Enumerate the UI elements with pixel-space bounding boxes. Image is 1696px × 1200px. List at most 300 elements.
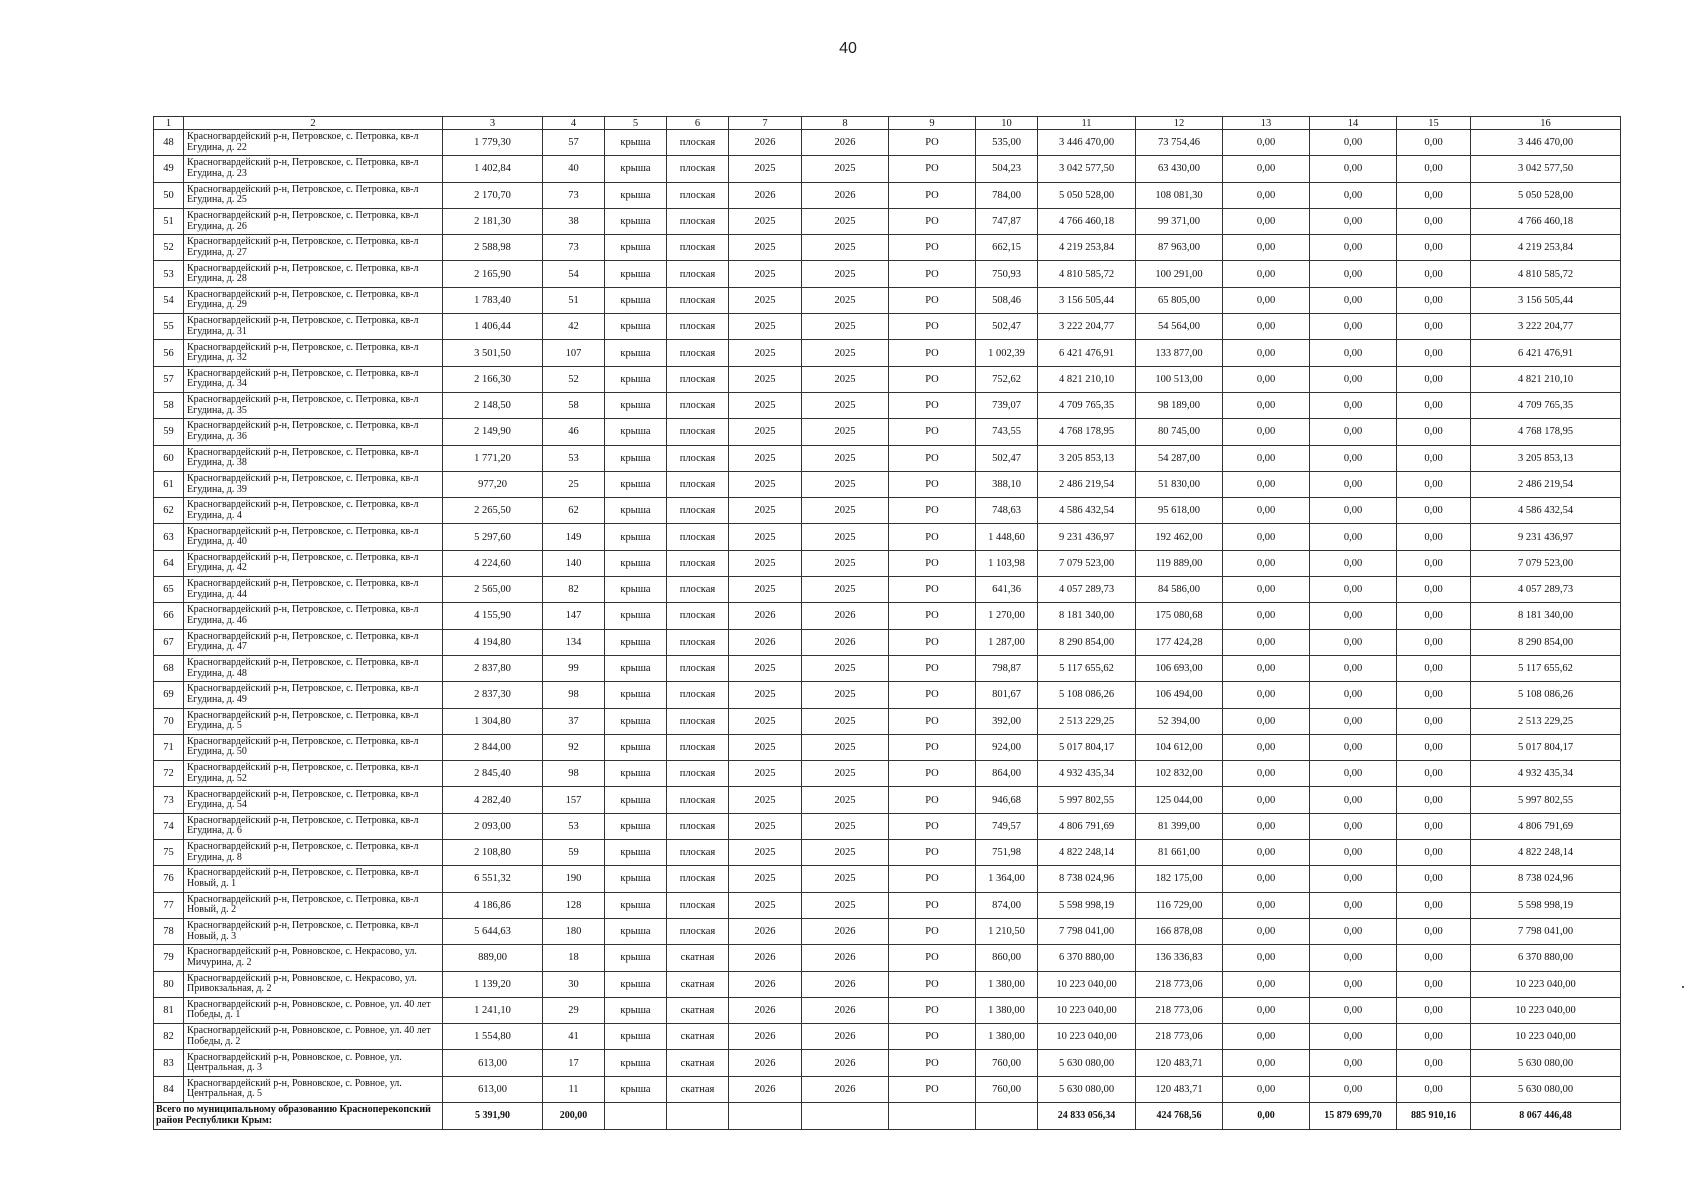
table-cell: 0,00	[1397, 603, 1471, 629]
total-label: Всего по муниципальному образованию Красноперекопский район Республики Крым:	[154, 1102, 443, 1129]
table-cell: 30	[543, 971, 605, 997]
table-cell: 748,63	[976, 498, 1038, 524]
table-cell: 6 421 476,91	[1038, 340, 1136, 366]
table-cell: 0,00	[1310, 1076, 1397, 1102]
table-cell: 2026	[729, 971, 802, 997]
table-cell: плоская	[667, 682, 729, 708]
table-cell: 504,23	[976, 156, 1038, 182]
table-cell: 0,00	[1310, 577, 1397, 603]
table-cell: крыша	[605, 235, 667, 261]
table-cell: 0,00	[1223, 629, 1310, 655]
address-cell: Красногвардейский р-н, Петровское, с. Петровка, кв-л Егудина, д. 54	[184, 787, 443, 813]
table-cell: 2025	[729, 287, 802, 313]
address-cell: Красногвардейский р-н, Петровское, с. Петровка, кв-л Егудина, д. 36	[184, 419, 443, 445]
table-cell: 51 830,00	[1136, 471, 1223, 497]
table-cell: 0,00	[1397, 1050, 1471, 1076]
table-cell: 0,00	[1310, 261, 1397, 287]
column-header-9: 9	[889, 117, 976, 130]
table-row	[154, 445, 1621, 471]
table-cell: 0,00	[1397, 182, 1471, 208]
table-cell: 0,00	[1397, 761, 1471, 787]
table-cell: 864,00	[976, 761, 1038, 787]
table-cell: крыша	[605, 971, 667, 997]
table-cell: 0,00	[1223, 156, 1310, 182]
table-cell: 53	[154, 261, 184, 287]
table-row	[154, 734, 1621, 760]
table-cell: 0,00	[1223, 392, 1310, 418]
column-header-1: 1	[154, 117, 184, 130]
table-cell: 2025	[729, 682, 802, 708]
table-cell: 5 117 655,62	[1038, 655, 1136, 681]
table-cell: 613,00	[443, 1076, 543, 1102]
table-cell: 641,36	[976, 577, 1038, 603]
table-cell: 51	[543, 287, 605, 313]
table-cell: 87 963,00	[1136, 235, 1223, 261]
table-cell: 37	[543, 708, 605, 734]
table-cell: 58	[543, 392, 605, 418]
table-cell: скатная	[667, 1076, 729, 1102]
table-cell: 0,00	[1310, 471, 1397, 497]
address-cell: Красногвардейский р-н, Петровское, с. Петровка, кв-л Егудина, д. 49	[184, 682, 443, 708]
table-cell: 2025	[729, 235, 802, 261]
table-cell: 2025	[802, 445, 889, 471]
table-cell: 4 219 253,84	[1038, 235, 1136, 261]
table-cell: 80 745,00	[1136, 419, 1223, 445]
table-cell: 74	[154, 813, 184, 839]
table-cell: 2026	[729, 997, 802, 1023]
table-cell: 134	[543, 629, 605, 655]
table-cell: 1 554,80	[443, 1024, 543, 1050]
table-cell: крыша	[605, 471, 667, 497]
table-cell: 106 494,00	[1136, 682, 1223, 708]
table-cell: 4 186,86	[443, 892, 543, 918]
address-cell: Красногвардейский р-н, Петровское, с. Петровка, кв-л Егудина, д. 38	[184, 445, 443, 471]
table-cell: 535,00	[976, 130, 1038, 156]
address-cell: Красногвардейский р-н, Ровновское, с. Ровное, ул. 40 лет Победы, д. 1	[184, 997, 443, 1023]
table-cell: 2026	[802, 182, 889, 208]
table-cell: 1 241,10	[443, 997, 543, 1023]
table-cell: 2025	[729, 892, 802, 918]
table-cell: 8 738 024,96	[1471, 866, 1621, 892]
table-cell: крыша	[605, 603, 667, 629]
table-cell: 2 513 229,25	[1038, 708, 1136, 734]
table-row	[154, 866, 1621, 892]
table-cell: плоская	[667, 445, 729, 471]
table-cell: 2025	[802, 708, 889, 734]
table-cell: 0,00	[1223, 550, 1310, 576]
table-cell: плоская	[667, 577, 729, 603]
table-cell: 3 042 577,50	[1471, 156, 1621, 182]
table-cell: РО	[889, 787, 976, 813]
table-cell: 0,00	[1223, 945, 1310, 971]
table-cell: 751,98	[976, 840, 1038, 866]
table-cell: 5 050 528,00	[1471, 182, 1621, 208]
table-cell: 2026	[802, 918, 889, 944]
table-cell: крыша	[605, 419, 667, 445]
column-header-5: 5	[605, 117, 667, 130]
table-row	[154, 945, 1621, 971]
table-cell: 0,00	[1310, 182, 1397, 208]
table-cell: 1 406,44	[443, 314, 543, 340]
table-cell: плоская	[667, 629, 729, 655]
table-cell: 182 175,00	[1136, 866, 1223, 892]
table-cell: 0,00	[1310, 603, 1397, 629]
table-cell: 3 222 204,77	[1038, 314, 1136, 340]
table-cell: 57	[154, 366, 184, 392]
table-cell: 8 290 854,00	[1471, 629, 1621, 655]
table-cell: плоская	[667, 419, 729, 445]
table-cell: 82	[543, 577, 605, 603]
table-cell: скатная	[667, 997, 729, 1023]
table-cell: 0,00	[1223, 130, 1310, 156]
column-header-16: 16	[1471, 117, 1621, 130]
table-cell: 749,57	[976, 813, 1038, 839]
table-cell: 128	[543, 892, 605, 918]
column-header-6: 6	[667, 117, 729, 130]
table-cell: 98	[543, 761, 605, 787]
table-cell: 54	[543, 261, 605, 287]
table-cell: 7 798 041,00	[1038, 918, 1136, 944]
table-cell: 2 170,70	[443, 182, 543, 208]
table-cell: 760,00	[976, 1076, 1038, 1102]
table-row	[154, 524, 1621, 550]
table-cell: 71	[154, 734, 184, 760]
total-cell	[605, 1102, 667, 1129]
table-cell: 108 081,30	[1136, 182, 1223, 208]
column-header-8: 8	[802, 117, 889, 130]
table-cell: 79	[154, 945, 184, 971]
total-cell: 200,00	[543, 1102, 605, 1129]
total-cell	[729, 1102, 802, 1129]
table-cell: 55	[154, 314, 184, 340]
table-cell: 0,00	[1310, 918, 1397, 944]
table-cell: РО	[889, 392, 976, 418]
address-cell: Красногвардейский р-н, Петровское, с. Петровка, кв-л Егудина, д. 31	[184, 314, 443, 340]
table-cell: 140	[543, 550, 605, 576]
table-cell: 784,00	[976, 182, 1038, 208]
address-cell: Красногвардейский р-н, Петровское, с. Петровка, кв-л Егудина, д. 5	[184, 708, 443, 734]
table-cell: 157	[543, 787, 605, 813]
table-row	[154, 261, 1621, 287]
table-cell: 49	[154, 156, 184, 182]
table-cell: 5 997 802,55	[1038, 787, 1136, 813]
table-cell: 2025	[729, 577, 802, 603]
table-cell: 801,67	[976, 682, 1038, 708]
table-cell: 2026	[802, 971, 889, 997]
table-cell: РО	[889, 840, 976, 866]
table-cell: крыша	[605, 392, 667, 418]
table-cell: 1 287,00	[976, 629, 1038, 655]
table-cell: 0,00	[1397, 682, 1471, 708]
table-cell: 81 661,00	[1136, 840, 1223, 866]
table-cell: 0,00	[1223, 287, 1310, 313]
table-cell: 2025	[802, 419, 889, 445]
table-cell: крыша	[605, 918, 667, 944]
address-cell: Красногвардейский р-н, Ровновское, с. Ровное, ул. Центральная, д. 3	[184, 1050, 443, 1076]
table-cell: 2025	[802, 787, 889, 813]
table-cell: 2 166,30	[443, 366, 543, 392]
table-cell: плоская	[667, 603, 729, 629]
table-cell: 0,00	[1223, 734, 1310, 760]
table-row	[154, 392, 1621, 418]
table-cell: 2 486 219,54	[1471, 471, 1621, 497]
table-cell: 0,00	[1223, 1050, 1310, 1076]
table-cell: крыша	[605, 1050, 667, 1076]
table-cell: 62	[154, 498, 184, 524]
table-cell: 2 844,00	[443, 734, 543, 760]
total-cell: 5 391,90	[443, 1102, 543, 1129]
table-cell: крыша	[605, 314, 667, 340]
table-cell: 2 265,50	[443, 498, 543, 524]
table-cell: крыша	[605, 655, 667, 681]
table-row	[154, 787, 1621, 813]
table-cell: 119 889,00	[1136, 550, 1223, 576]
table-cell: 2 093,00	[443, 813, 543, 839]
table-body	[154, 130, 1621, 1130]
table-cell: 175 080,68	[1136, 603, 1223, 629]
address-cell: Красногвардейский р-н, Петровское, с. Петровка, кв-л Егудина, д. 25	[184, 182, 443, 208]
table-cell: 0,00	[1310, 498, 1397, 524]
table-cell: 3 446 470,00	[1471, 130, 1621, 156]
table-cell: 798,87	[976, 655, 1038, 681]
table-cell: 2025	[802, 892, 889, 918]
table-cell: 5 017 804,17	[1471, 734, 1621, 760]
table-cell: 0,00	[1310, 366, 1397, 392]
table-cell: 65 805,00	[1136, 287, 1223, 313]
table-cell: 0,00	[1397, 366, 1471, 392]
table-cell: 0,00	[1310, 445, 1397, 471]
table-cell: 0,00	[1397, 787, 1471, 813]
table-cell: 4 821 210,10	[1038, 366, 1136, 392]
table-cell: РО	[889, 577, 976, 603]
table-cell: 508,46	[976, 287, 1038, 313]
table-cell: 0,00	[1397, 708, 1471, 734]
table-cell: 0,00	[1397, 130, 1471, 156]
table-cell: 41	[543, 1024, 605, 1050]
table-cell: 3 205 853,13	[1471, 445, 1621, 471]
table-cell: 3 042 577,50	[1038, 156, 1136, 182]
table-cell: 0,00	[1310, 997, 1397, 1023]
table-cell: 0,00	[1397, 892, 1471, 918]
table-row	[154, 708, 1621, 734]
address-cell: Красногвардейский р-н, Петровское, с. Петровка, кв-л Егудина, д. 47	[184, 629, 443, 655]
address-cell: Красногвардейский р-н, Петровское, с. Петровка, кв-л Егудина, д. 44	[184, 577, 443, 603]
table-cell: 0,00	[1397, 235, 1471, 261]
table-cell: 8 290 854,00	[1038, 629, 1136, 655]
table-cell: крыша	[605, 787, 667, 813]
table-cell: плоская	[667, 235, 729, 261]
table-cell: 2 845,40	[443, 761, 543, 787]
table-cell: РО	[889, 945, 976, 971]
address-cell: Красногвардейский р-н, Петровское, с. Петровка, кв-л Егудина, д. 22	[184, 130, 443, 156]
table-cell: 0,00	[1397, 840, 1471, 866]
table-header	[154, 117, 1621, 130]
table-cell: крыша	[605, 945, 667, 971]
table-cell: 63	[154, 524, 184, 550]
address-cell: Красногвардейский р-н, Петровское, с. Петровка, кв-л Егудина, д. 23	[184, 156, 443, 182]
table-cell: 2025	[802, 156, 889, 182]
table-cell: 78	[154, 918, 184, 944]
table-cell: 2025	[729, 340, 802, 366]
table-cell: 70	[154, 708, 184, 734]
table-cell: 10 223 040,00	[1471, 997, 1621, 1023]
table-cell: 0,00	[1310, 892, 1397, 918]
address-cell: Красногвардейский р-н, Ровновское, с. Некрасово, ул. Мичурина, д. 2	[184, 945, 443, 971]
table-cell: плоская	[667, 392, 729, 418]
table-cell: 2026	[729, 945, 802, 971]
table-cell: 5 630 080,00	[1471, 1050, 1621, 1076]
table-cell: 67	[154, 629, 184, 655]
table-cell: крыша	[605, 892, 667, 918]
table-cell: 0,00	[1397, 629, 1471, 655]
table-cell: РО	[889, 629, 976, 655]
column-header-11: 11	[1038, 117, 1136, 130]
table-cell: 149	[543, 524, 605, 550]
table-cell: 0,00	[1310, 813, 1397, 839]
table-cell: 10 223 040,00	[1471, 971, 1621, 997]
table-cell: 120 483,71	[1136, 1050, 1223, 1076]
table-cell: 9 231 436,97	[1471, 524, 1621, 550]
table-cell: 889,00	[443, 945, 543, 971]
address-cell: Красногвардейский р-н, Петровское, с. Петровка, кв-л Егудина, д. 29	[184, 287, 443, 313]
table-cell: 1 380,00	[976, 997, 1038, 1023]
table-row	[154, 761, 1621, 787]
table-cell: 0,00	[1223, 997, 1310, 1023]
table-cell: 120 483,71	[1136, 1076, 1223, 1102]
table-cell: 1 380,00	[976, 971, 1038, 997]
table-cell: 5 997 802,55	[1471, 787, 1621, 813]
table-cell: 0,00	[1223, 787, 1310, 813]
table-cell: 8 738 024,96	[1038, 866, 1136, 892]
table-cell: 2025	[729, 471, 802, 497]
table-cell: 84	[154, 1076, 184, 1102]
table-cell: 92	[543, 734, 605, 760]
table-cell: 860,00	[976, 945, 1038, 971]
table-cell: 0,00	[1223, 655, 1310, 681]
table-cell: 2 149,90	[443, 419, 543, 445]
table-cell: 106 693,00	[1136, 655, 1223, 681]
table-cell: плоская	[667, 182, 729, 208]
table-cell: 4 282,40	[443, 787, 543, 813]
table-cell: 2025	[729, 392, 802, 418]
table-cell: крыша	[605, 813, 667, 839]
table-cell: плоская	[667, 287, 729, 313]
table-cell: 6 370 880,00	[1038, 945, 1136, 971]
address-cell: Красногвардейский р-н, Петровское, с. Петровка, кв-л Егудина, д. 52	[184, 761, 443, 787]
table-cell: 0,00	[1223, 892, 1310, 918]
table-cell: крыша	[605, 997, 667, 1023]
table-cell: крыша	[605, 1076, 667, 1102]
table-cell: 874,00	[976, 892, 1038, 918]
column-header-15: 15	[1397, 117, 1471, 130]
table-cell: плоская	[667, 208, 729, 234]
table-cell: 50	[154, 182, 184, 208]
table-cell: 51	[154, 208, 184, 234]
table-cell: крыша	[605, 208, 667, 234]
table-cell: 62	[543, 498, 605, 524]
table-cell: 0,00	[1223, 261, 1310, 287]
table-cell: 48	[154, 130, 184, 156]
table-cell: 0,00	[1397, 734, 1471, 760]
address-cell: Красногвардейский р-н, Ровновское, с. Некрасово, ул. Привокзальная, д. 2	[184, 971, 443, 997]
table-cell: 2025	[729, 261, 802, 287]
table-cell: 29	[543, 997, 605, 1023]
table-cell: 53	[543, 813, 605, 839]
table-row	[154, 314, 1621, 340]
table-cell: скатная	[667, 1024, 729, 1050]
table-cell: 69	[154, 682, 184, 708]
table-cell: РО	[889, 761, 976, 787]
table-cell: 4 224,60	[443, 550, 543, 576]
table-cell: 25	[543, 471, 605, 497]
table-cell: плоская	[667, 366, 729, 392]
table-cell: 5 598 998,19	[1471, 892, 1621, 918]
table-cell: РО	[889, 419, 976, 445]
table-cell: 1 139,20	[443, 971, 543, 997]
address-cell: Красногвардейский р-н, Петровское, с. Петровка, кв-л Егудина, д. 42	[184, 550, 443, 576]
table-cell: 502,47	[976, 445, 1038, 471]
table-cell: РО	[889, 208, 976, 234]
column-header-4: 4	[543, 117, 605, 130]
table-cell: плоская	[667, 840, 729, 866]
table-cell: крыша	[605, 287, 667, 313]
column-header-12: 12	[1136, 117, 1223, 130]
table-cell: 42	[543, 314, 605, 340]
table-cell: 2026	[802, 603, 889, 629]
table-cell: 0,00	[1223, 235, 1310, 261]
table-cell: 4 155,90	[443, 603, 543, 629]
table-row	[154, 813, 1621, 839]
address-cell: Красногвардейский р-н, Петровское, с. Петровка, кв-л Егудина, д. 28	[184, 261, 443, 287]
table-cell: 0,00	[1397, 445, 1471, 471]
table-cell: 100 513,00	[1136, 366, 1223, 392]
table-cell: 0,00	[1310, 287, 1397, 313]
table-row	[154, 971, 1621, 997]
table-cell: 2025	[802, 682, 889, 708]
table-cell: 0,00	[1397, 498, 1471, 524]
table-cell: крыша	[605, 445, 667, 471]
table-cell: 65	[154, 577, 184, 603]
table-cell: 2026	[729, 1050, 802, 1076]
table-cell: 4 768 178,95	[1471, 419, 1621, 445]
table-cell: 662,15	[976, 235, 1038, 261]
table-cell: 0,00	[1223, 524, 1310, 550]
table-cell: 6 421 476,91	[1471, 340, 1621, 366]
table-cell: 6 370 880,00	[1471, 945, 1621, 971]
table-cell: РО	[889, 682, 976, 708]
table-cell: 0,00	[1397, 208, 1471, 234]
table-cell: 1 402,84	[443, 156, 543, 182]
table-cell: крыша	[605, 498, 667, 524]
table-cell: 2 148,50	[443, 392, 543, 418]
table-cell: плоская	[667, 708, 729, 734]
table-cell: 2026	[729, 603, 802, 629]
table-cell: 0,00	[1223, 813, 1310, 839]
column-header-10: 10	[976, 117, 1038, 130]
table-cell: 0,00	[1310, 787, 1397, 813]
table-cell: 59	[543, 840, 605, 866]
column-header-2: 2	[184, 117, 443, 130]
address-cell: Красногвардейский р-н, Петровское, с. Петровка, кв-л Егудина, д. 40	[184, 524, 443, 550]
table-cell: крыша	[605, 524, 667, 550]
table-cell: 147	[543, 603, 605, 629]
table-row	[154, 235, 1621, 261]
table-cell: 2025	[802, 577, 889, 603]
table-cell: 1 103,98	[976, 550, 1038, 576]
table-cell: 4 932 435,34	[1038, 761, 1136, 787]
table-cell: 5 630 080,00	[1471, 1076, 1621, 1102]
table-cell: 59	[154, 419, 184, 445]
